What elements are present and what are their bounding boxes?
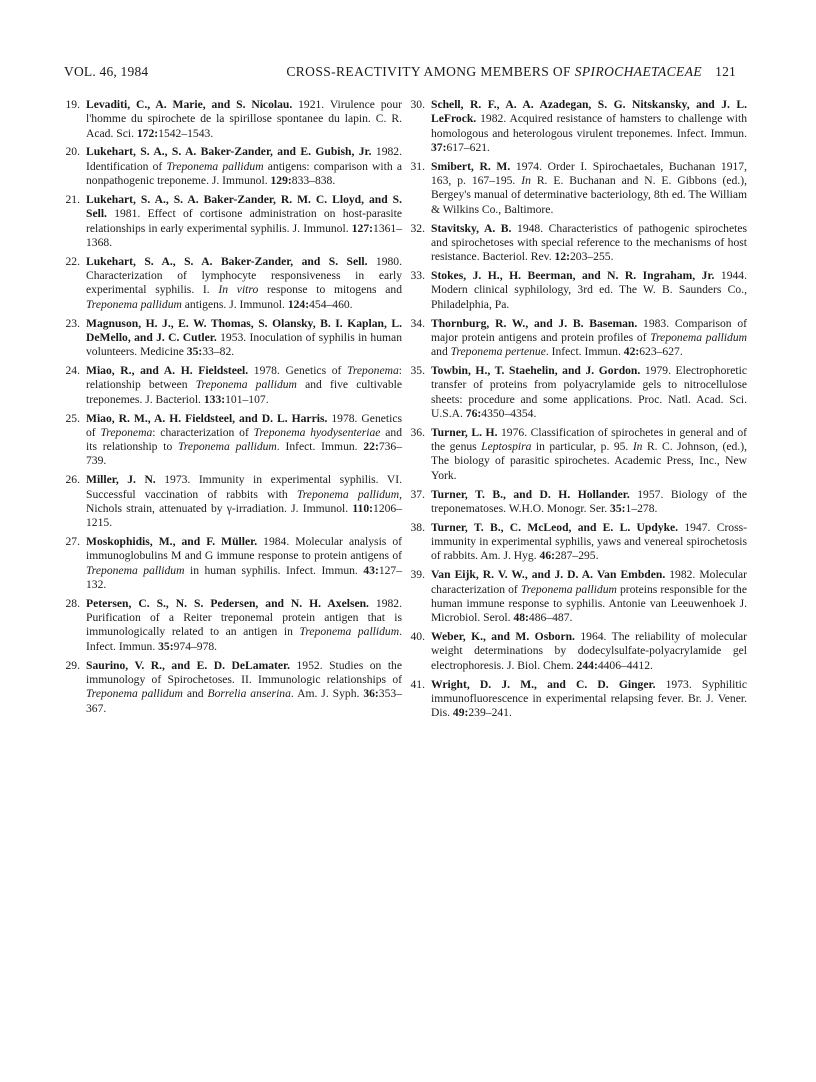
reference-entry bbox=[409, 678, 747, 721]
reference-authors: Miao, R., and A. H. Fieldsteel. bbox=[86, 364, 249, 378]
reference-italic-text: Treponema pallidum bbox=[299, 625, 400, 639]
reference-entry bbox=[409, 521, 747, 564]
reference-text: 1980. Characterization of lymphocyte responsiveness in early experimental syphilis. I. bbox=[86, 254, 402, 297]
reference-text: : characterization of bbox=[152, 425, 254, 439]
reference-text: 1957. Biology of the treponematoses. W.H.O. Monogr. Ser. bbox=[431, 487, 747, 515]
page-number: 121 bbox=[715, 64, 736, 79]
reference-italic-text: Treponema pallidum bbox=[86, 297, 182, 311]
reference-volume: 36: bbox=[363, 687, 379, 701]
reference-entry bbox=[409, 426, 747, 483]
reference-text: in particular, p. 95. bbox=[531, 440, 633, 454]
reference-entry bbox=[409, 222, 747, 265]
reference-text: 1978. Genetics of bbox=[86, 411, 402, 439]
reference-number: 37. bbox=[410, 487, 425, 501]
reference-italic-text: Treponema pallidum bbox=[195, 378, 297, 392]
reference-number: 28. bbox=[65, 596, 80, 610]
reference-text: 1–278. bbox=[625, 501, 658, 515]
reference-italic-text: Treponema hyodysenteriae bbox=[253, 425, 381, 439]
reference-text: 1921. Virulence pour l'homme du spirochete de la spirillose spontanee du lapin. C. R. Acad. Sci. bbox=[86, 98, 403, 140]
reference-text: . Infect. Immun. bbox=[86, 625, 402, 653]
reference-volume: 172: bbox=[136, 126, 159, 140]
reference-text: 287–295. bbox=[555, 549, 599, 563]
reference-text: response to mitogens and bbox=[258, 283, 402, 297]
reference-italic-text: Treponema pallidum bbox=[296, 487, 400, 501]
reference-entry bbox=[409, 269, 747, 312]
reference-authors: Stavitsky, A. B. bbox=[431, 221, 512, 235]
reference-entry bbox=[409, 98, 747, 155]
running-title-text: CROSS-REACTIVITY AMONG MEMBERS OF bbox=[286, 64, 571, 79]
reference-italic-text: Borrelia anserina bbox=[207, 687, 291, 701]
reference-number: 22. bbox=[65, 254, 80, 268]
reference-text: 1974. Order I. Spirochaetales, Buchanan 1917, 163, p. 167–195. bbox=[431, 159, 747, 188]
reference-entry bbox=[64, 535, 402, 592]
reference-authors: Turner, T. B., C. McLeod, and E. L. Updyke. bbox=[431, 520, 679, 534]
reference-authors: Smibert, R. M. bbox=[431, 159, 511, 173]
running-title bbox=[286, 64, 702, 80]
reference-number: 31. bbox=[410, 159, 425, 173]
reference-volume: 133: bbox=[203, 392, 226, 406]
reference-text: 203–255. bbox=[569, 250, 614, 264]
reference-authors: Wright, D. J. M., and C. D. Ginger. bbox=[431, 677, 656, 691]
reference-number: 30. bbox=[410, 98, 425, 111]
reference-text: 1947. Cross-immunity in experimental syphilis, yaws and venereal spirochetosis of rabbits. Am. J. Hyg. bbox=[431, 520, 747, 563]
reference-number: 34. bbox=[410, 316, 425, 330]
reference-italic-text: In bbox=[632, 440, 643, 454]
reference-volume: 12: bbox=[554, 250, 570, 264]
reference-volume: 35: bbox=[186, 345, 203, 359]
reference-volume: 76: bbox=[465, 406, 482, 420]
reference-text: and its relationship to bbox=[86, 425, 402, 454]
reference-authors: Lukehart, S. A., S. A. Baker-Zander, and E. Gubish, Jr. bbox=[86, 145, 372, 159]
reference-authors: Turner, T. B., and D. H. Hollander. bbox=[431, 487, 630, 501]
reference-text: 617–621. bbox=[446, 140, 490, 154]
reference-text: 4350–4354. bbox=[481, 406, 537, 420]
reference-text: . Infect. Immun. bbox=[545, 345, 624, 359]
page-header bbox=[64, 64, 736, 84]
reference-text: 1982. Acquired resistance of hamsters to challenge with homologous and heterologous virulent treponemes. Infect. Immun. bbox=[431, 112, 747, 140]
reference-italic-text: Treponema pallidum bbox=[650, 330, 747, 344]
reference-italic-text: Treponema pallidum bbox=[86, 687, 183, 701]
reference-text: 1964. The reliability of molecular weight determinations by dodecylsulfate-polyacrylamide gel electrophoresis. J. Biol. Chem. bbox=[431, 630, 747, 672]
reference-number: 25. bbox=[65, 411, 80, 425]
reference-italic-text: Treponema bbox=[100, 425, 153, 439]
reference-text: 1542–1543. bbox=[158, 126, 214, 140]
reference-authors: Van Eijk, R. V. W., and J. D. A. Van Embden. bbox=[431, 568, 666, 582]
reference-text: 1982. Purification of a Reiter treponemal protein antigen that is immunologically related to an antigen in bbox=[86, 596, 403, 639]
references-left-column bbox=[64, 98, 402, 720]
reference-number: 23. bbox=[65, 316, 80, 330]
reference-authors: Levaditi, C., A. Marie, and S. Nicolau. bbox=[86, 98, 293, 111]
reference-number: 38. bbox=[410, 520, 425, 534]
reference-authors: Petersen, C. S., N. S. Pedersen, and N. H. Axelsen. bbox=[86, 596, 369, 610]
reference-text: and bbox=[431, 345, 451, 359]
reference-text: in human syphilis. Infect. Immun. bbox=[184, 563, 364, 577]
reference-text: 486–487. bbox=[528, 611, 573, 625]
reference-italic-text: In vitro bbox=[218, 283, 259, 297]
reference-volume: 48: bbox=[513, 611, 529, 625]
reference-text: R. E. Buchanan and N. E. Gibbons (ed.), Bergey's manual of determinative bacteriology, 8th ed. The William & Wilkins Co., Baltimore. bbox=[431, 174, 748, 216]
reference-text: R. C. Johnson, (ed.), The biology of parasitic spirochetes. Academic Press, Inc., New York. bbox=[431, 440, 747, 482]
reference-entry bbox=[64, 364, 402, 407]
reference-volume: 42: bbox=[623, 345, 640, 359]
reference-text: 1948. Characteristics of pathogenic spirochetes and spirochetoses with special reference to the mechanisms of host resistance. Bacteriol. Rev. bbox=[431, 221, 747, 264]
reference-authors: Moskophidis, M., and F. Müller. bbox=[86, 535, 258, 549]
reference-number: 33. bbox=[410, 269, 425, 283]
reference-text: 353–367. bbox=[86, 687, 402, 715]
references-right-column bbox=[409, 98, 747, 725]
reference-authors: Towbin, H., T. Staehelin, and J. Gordon. bbox=[431, 364, 641, 378]
reference-authors: Schell, R. F., A. A. Azadegan, S. G. Nitskansky, and J. L. LeFrock. bbox=[431, 98, 747, 126]
reference-text: 239–241. bbox=[468, 706, 512, 720]
running-title-italic: SPIROCHAETACEAE bbox=[574, 64, 702, 79]
reference-authors: Weber, K., and M. Osborn. bbox=[431, 630, 575, 644]
reference-text: 1976. Classification of spirochetes in general and of the genus bbox=[431, 425, 747, 454]
reference-volume: 127: bbox=[351, 221, 374, 235]
reference-entry bbox=[409, 630, 747, 673]
reference-number: 20. bbox=[65, 145, 80, 159]
reference-entry bbox=[409, 317, 747, 360]
reference-number: 26. bbox=[65, 473, 80, 487]
reference-number: 36. bbox=[410, 425, 425, 439]
reference-entry bbox=[409, 488, 747, 517]
reference-entry bbox=[409, 364, 747, 421]
reference-text: antigens. J. Immunol. bbox=[181, 297, 288, 311]
reference-number: 29. bbox=[65, 658, 80, 672]
volume-label: VOL. 46, 1984 bbox=[64, 64, 149, 79]
reference-volume: 110: bbox=[352, 501, 374, 515]
reference-text: 1361–1368. bbox=[86, 221, 402, 249]
reference-text: 1953. Inoculation of syphilis in human volunteers. Medicine bbox=[86, 330, 402, 359]
reference-entry bbox=[64, 659, 402, 716]
reference-entry bbox=[64, 98, 402, 141]
reference-volume: 46: bbox=[539, 549, 555, 563]
reference-italic-text: In bbox=[521, 174, 531, 188]
reference-text: and five cultivable treponemes. J. Bacteriol. bbox=[86, 378, 402, 406]
reference-number: 39. bbox=[410, 568, 425, 582]
reference-entry bbox=[64, 597, 402, 654]
reference-number: 21. bbox=[65, 192, 80, 206]
reference-text: 454–460. bbox=[309, 297, 353, 311]
reference-text: 101–107. bbox=[225, 392, 269, 406]
reference-entry bbox=[64, 473, 402, 530]
reference-text: 1982. Molecular characterization of bbox=[431, 568, 747, 596]
reference-authors: Miller, J. N. bbox=[86, 473, 156, 487]
reference-text: 1944. Modern clinical syphilology, 3rd ed. The W. B. Saunders Co., Philadelphia, Pa. bbox=[431, 269, 747, 311]
reference-number: 19. bbox=[65, 98, 80, 111]
reference-authors: Saurino, V. R., and E. D. DeLamater. bbox=[86, 658, 291, 672]
reference-text: 1981. Effect of cortisone administration on host-parasite relationships in early experimental syphilis. J. Immunol. bbox=[86, 207, 402, 235]
reference-entry bbox=[64, 317, 402, 360]
reference-entry bbox=[64, 412, 402, 469]
reference-text: : relationship between bbox=[86, 364, 402, 392]
reference-volume: 37: bbox=[431, 140, 447, 154]
reference-number: 27. bbox=[65, 535, 80, 549]
reference-number: 24. bbox=[65, 364, 80, 378]
reference-volume: 124: bbox=[287, 297, 310, 311]
reference-italic-text: Leptospira bbox=[481, 440, 532, 454]
reference-volume: 244: bbox=[576, 658, 598, 672]
reference-italic-text: Treponema pallidum bbox=[86, 563, 185, 577]
reference-text: 127–132. bbox=[86, 563, 402, 591]
reference-authors: Thornburg, R. W., and J. B. Baseman. bbox=[431, 316, 638, 330]
reference-italic-text: Treponema pallidum bbox=[166, 159, 264, 173]
reference-authors: Stokes, J. H., H. Beerman, and N. R. Ingraham, Jr. bbox=[431, 269, 715, 283]
reference-text: , Nichols strain, attenuated by γ-irradiation. J. Immunol. bbox=[86, 487, 402, 515]
reference-entry bbox=[64, 193, 402, 250]
reference-text: proteins responsible for the human immune response to syphilis. Antonie van Leeuwenhoek J. Microbiol. Serol. bbox=[431, 582, 747, 625]
reference-text: 1979. Electrophoretic transfer of proteins from polyacrylamide gels to nitrocellulose sheets: procedure and some applications. Proc. Natl. Acad. Sci. U.S.A. bbox=[431, 364, 748, 420]
reference-text: 33–82. bbox=[202, 345, 235, 359]
reference-authors: Lukehart, S. A., S. A. Baker-Zander, and S. Sell. bbox=[86, 254, 368, 268]
reference-volume: 129: bbox=[270, 174, 292, 188]
reference-entry bbox=[64, 145, 402, 188]
reference-text: 1973. Immunity in experimental syphilis. VI. Successful vaccination of rabbits with bbox=[86, 473, 403, 501]
reference-authors: Magnuson, H. J., E. W. Thomas, S. Olansky, B. I. Kaplan, L. DeMello, and J. C. Cutler. bbox=[86, 316, 402, 344]
reference-text: 1984. Molecular analysis of immunoglobulins M and G immune response to protein antigens of bbox=[86, 535, 402, 563]
reference-number: 32. bbox=[410, 221, 425, 235]
reference-text: . Am. J. Syph. bbox=[290, 687, 364, 701]
reference-text: 1978. Genetics of bbox=[248, 364, 348, 378]
reference-text: 1973. Syphilitic immunofluorescence in experimental relapsing fever. Br. J. Vener. Dis. bbox=[431, 677, 747, 720]
reference-volume: 49: bbox=[452, 706, 469, 720]
reference-text: 974–978. bbox=[173, 639, 218, 653]
reference-number: 35. bbox=[410, 364, 425, 378]
reference-number: 40. bbox=[410, 630, 425, 644]
reference-authors: Miao, R. M., A. H. Fieldsteel, and D. L. Harris. bbox=[86, 411, 328, 425]
reference-volume: 43: bbox=[363, 563, 379, 577]
reference-text: 1983. Comparison of major protein antigens and protein profiles of bbox=[431, 316, 747, 344]
reference-text: 4406–4412. bbox=[597, 658, 653, 672]
reference-entry bbox=[409, 568, 747, 625]
reference-italic-text: Treponema bbox=[347, 364, 399, 378]
reference-volume: 35: bbox=[610, 501, 626, 515]
reference-text: 623–627. bbox=[639, 345, 683, 359]
reference-entry bbox=[64, 255, 402, 312]
reference-italic-text: Treponema pallidum bbox=[520, 582, 617, 596]
reference-italic-text: Treponema pallidum bbox=[178, 440, 277, 454]
reference-text: antigens: comparison with a nonpathogenic treponeme. J. Immunol. bbox=[86, 159, 402, 188]
reference-volume: 22: bbox=[363, 440, 379, 454]
reference-text: 833–838. bbox=[291, 174, 336, 188]
reference-volume: 35: bbox=[158, 639, 174, 653]
reference-text: 1952. Studies on the immunology of Spirochetoses. II. Immunologic relationships of bbox=[86, 658, 402, 686]
reference-italic-text: Treponema pertenue bbox=[450, 345, 546, 359]
reference-text: 1206–1215. bbox=[86, 501, 402, 530]
reference-entry bbox=[409, 160, 747, 217]
reference-number: 41. bbox=[410, 677, 425, 691]
reference-text: 736–739. bbox=[86, 440, 402, 468]
reference-authors: Lukehart, S. A., S. A. Baker-Zander, R. M. C. Lloyd, and S. Sell. bbox=[86, 192, 402, 221]
reference-text: and bbox=[182, 687, 208, 701]
reference-text: 1982. Identification of bbox=[86, 145, 402, 173]
reference-text: . Infect. Immun. bbox=[276, 440, 364, 454]
reference-authors: Turner, L. H. bbox=[431, 425, 498, 439]
